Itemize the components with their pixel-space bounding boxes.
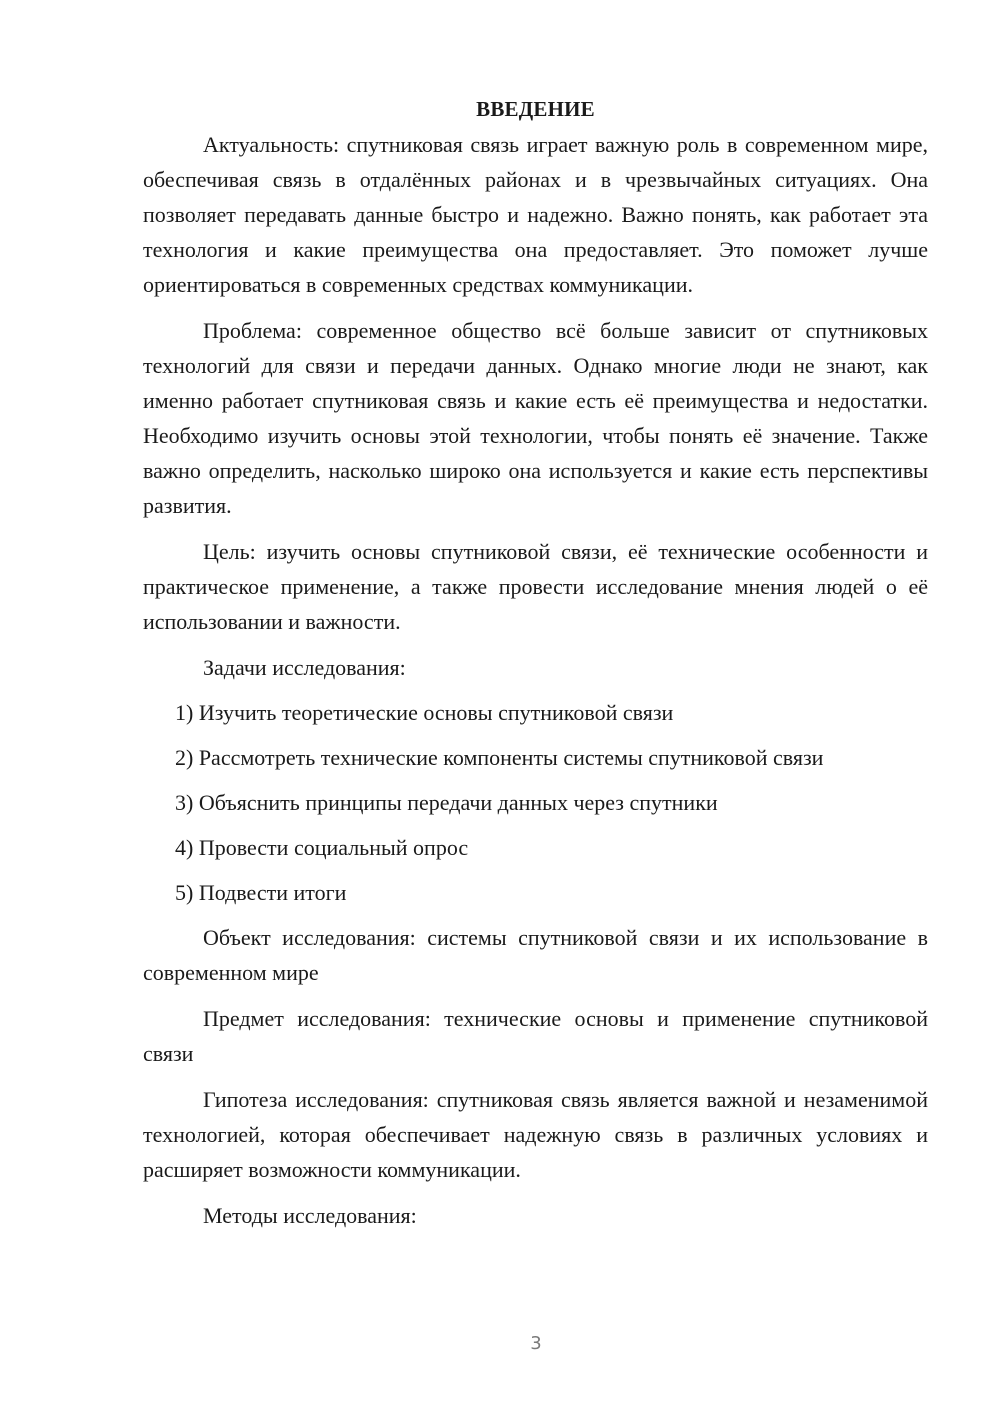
paragraph-hypothesis: Гипотеза исследования: спутниковая связь является важной и незаменимой технологией, которая обеспечивает надежную связь в различных условиях и расширяет возможности коммуникации. xyxy=(143,1087,928,1182)
task-item: 1) Изучить теоретические основы спутниковой связи xyxy=(175,700,674,725)
paragraph-problem: Проблема: современное общество всё больше зависит от спутниковых технологий для связи и передачи данных. Однако многие люди не знают, как именно работает спутниковая связь и какие есть её преимущества и недостатки. Необходимо изучить основы этой технологии, чтобы понять её значение. Также важно определить, насколько широко она используется и какие есть перспективы развития. xyxy=(143,318,928,518)
task-item: 4) Провести социальный опрос xyxy=(175,835,469,860)
task-item: 5) Подвести итоги xyxy=(175,880,347,905)
paragraph-relevance: Актуальность: спутниковая связь играет важную роль в современном мире, обеспечивая связь в отдалённых районах и в чрезвычайных ситуациях. Она позволяет передавать данные быстро и надежно. Важно понять, как работает эта технология и какие преимущества она предоставляет. Это поможет лучше ориентироваться в современных средствах коммуникации. xyxy=(143,132,928,297)
task-list xyxy=(143,695,928,910)
section-title: ВВЕДЕНИЕ xyxy=(476,97,595,121)
tasks-heading: Задачи исследования: xyxy=(203,655,406,680)
task-item: 3) Объяснить принципы передачи данных через спутники xyxy=(175,790,718,815)
paragraph-goal: Цель: изучить основы спутниковой связи, её технические особенности и практическое применение, а также провести исследование мнения людей о её использовании и важности. xyxy=(143,539,928,634)
paragraph-subject: Предмет исследования: технические основы и применение спутниковой связи xyxy=(143,1006,928,1066)
methods-heading: Методы исследования: xyxy=(203,1203,417,1228)
document-page xyxy=(143,92,928,1243)
page-number: 3 xyxy=(530,1333,542,1354)
task-item: 2) Рассмотреть технические компоненты системы спутниковой связи xyxy=(175,745,824,770)
paragraph-object: Объект исследования: системы спутниковой связи и их использование в современном мире xyxy=(143,925,928,985)
